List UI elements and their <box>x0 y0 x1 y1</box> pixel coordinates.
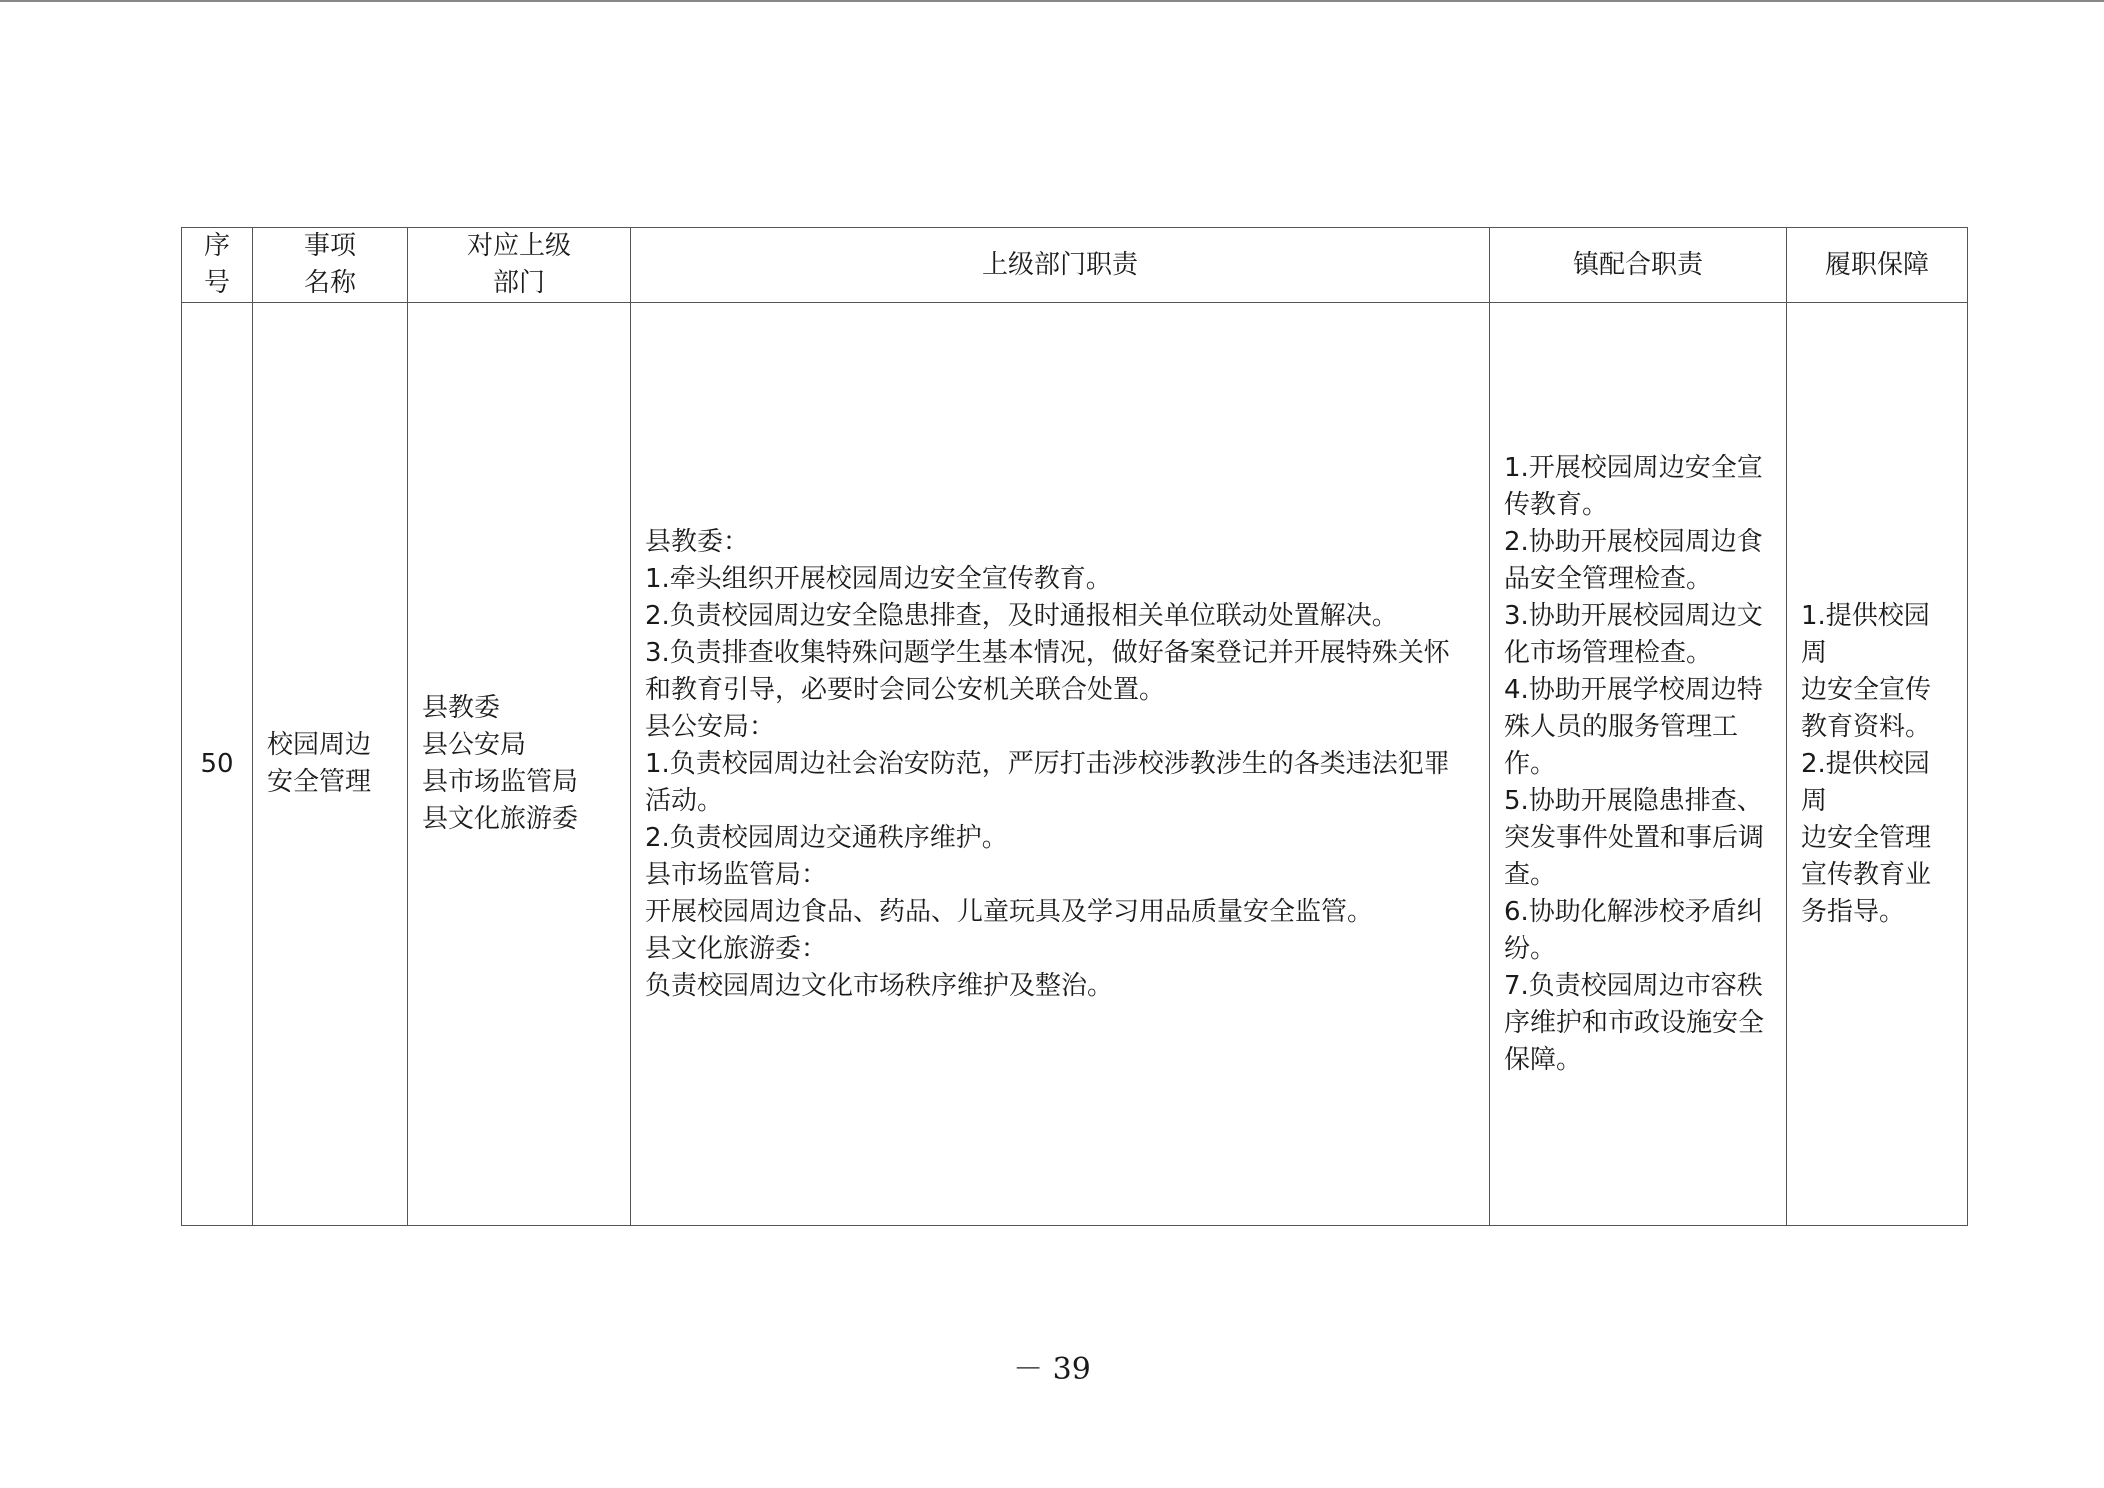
cell-item-name: 校园周边 安全管理 <box>253 303 408 1226</box>
header-town-duty: 镇配合职责 <box>1490 228 1787 303</box>
table-header-row <box>182 228 1968 303</box>
duty-table <box>181 227 1968 1226</box>
header-superior-duty: 上级部门职责 <box>631 228 1490 303</box>
header-item-name: 事项 名称 <box>253 228 408 303</box>
page-number: － 39 <box>1013 1352 1091 1387</box>
header-seq: 序 号 <box>182 228 253 303</box>
header-superior-dept: 对应上级 部门 <box>408 228 631 303</box>
cell-superior-duty: 县教委： 1.牵头组织开展校园周边安全宣传教育。 2.负责校园周边安全隐患排查，及时通报相关单位联动处置解决。 3.负责排查收集特殊问题学生基本情况，做好备案登记并开展特殊关怀 和教育引导，必要时会同公安机关联合处置。 县公安局： 1.负责校园周边社会治安防范，严厉打击涉校涉教涉生的各类违法犯罪 活动。 2.负责校园周边交通秩序维护。 县市场监管局： 开展校园周边食品、药品、儿童玩具及学习用品质量安全监管。 县文化旅游委： 负责校园周边文化市场秩序维护及整治。 <box>631 303 1490 1226</box>
cell-seq: 50 <box>182 303 253 1226</box>
cell-guarantee: 1.提供校园周 边安全宣传 教育资料。 2.提供校园周 边安全管理 宣传教育业 务指导。 <box>1787 303 1968 1226</box>
cell-superior-dept: 县教委 县公安局 县市场监管局 县文化旅游委 <box>408 303 631 1226</box>
table-row <box>182 303 1968 1226</box>
header-guarantee: 履职保障 <box>1787 228 1968 303</box>
cell-town-duty: 1.开展校园周边安全宣 传教育。 2.协助开展校园周边食 品安全管理检查。 3.协助开展校园周边文 化市场管理检查。 4.协助开展学校周边特 殊人员的服务管理工 作。 5.协助开展隐患排查、 突发事件处置和事后调 查。 6.协助化解涉校矛盾纠 纷。 7.负责校园周边市容秩 序维护和市政设施安全 保障。 <box>1490 303 1787 1226</box>
